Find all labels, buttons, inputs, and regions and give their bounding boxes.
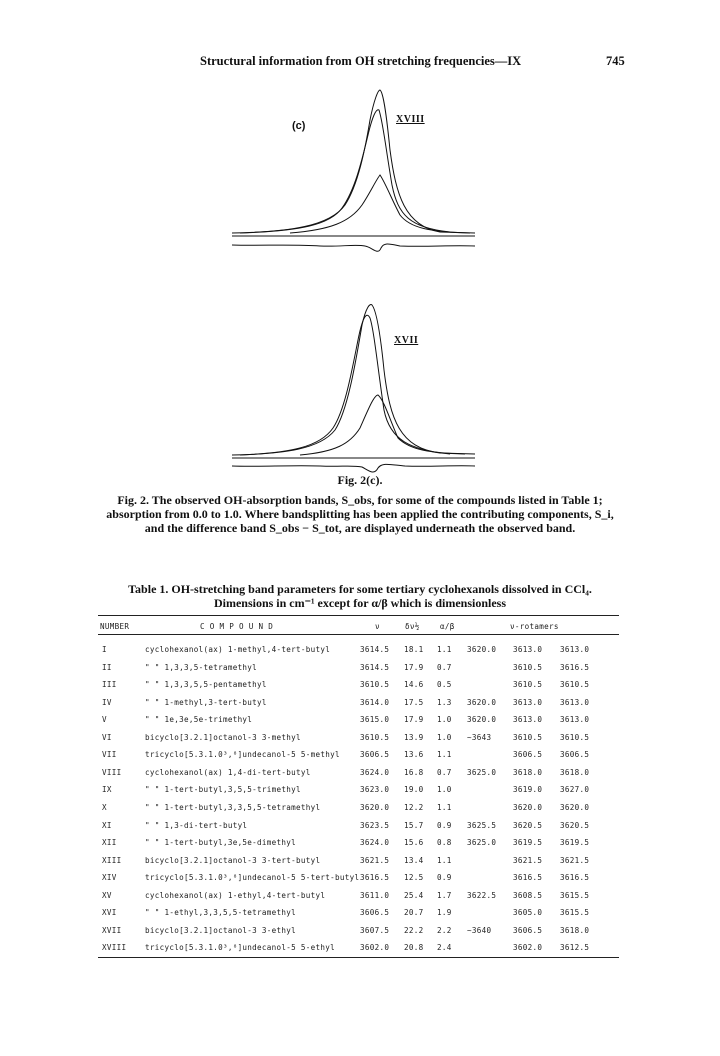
row-nu: 3615.0	[360, 715, 390, 725]
compound-label-bottom: XVII	[394, 335, 419, 346]
table-bottom-rule	[98, 957, 619, 958]
component-band-bottom-1	[240, 315, 450, 455]
row-compound: bicyclo[3.2.1]octanol-3 3-methyl	[145, 732, 301, 742]
row-rotamer-3: 3616.5	[560, 662, 590, 672]
row-rotamer-2: 3613.0	[513, 715, 543, 725]
row-halfwidth: 13.4	[404, 855, 424, 865]
row-compound: " " 1-tert-butyl,3,3,5,5-tetramethyl	[145, 802, 321, 812]
row-rotamer-2: 3613.0	[513, 645, 543, 654]
row-halfwidth: 22.2	[404, 925, 424, 935]
row-number: II	[102, 662, 112, 672]
row-rotamer-3: 3606.5	[560, 750, 590, 760]
row-number: III	[102, 680, 117, 690]
row-alpha-beta: 0.9	[437, 873, 452, 883]
col-header-nu: ν	[375, 622, 380, 631]
row-number: XIV	[102, 873, 117, 883]
spectrum-panel-bottom	[232, 305, 475, 472]
row-alpha-beta: 1.0	[437, 732, 452, 742]
row-alpha-beta: 1.7	[437, 890, 452, 900]
row-halfwidth: 20.7	[404, 908, 424, 918]
row-halfwidth: 17.9	[404, 715, 424, 725]
row-compound: " " 1-tert-butyl,3,5,5-trimethyl	[145, 785, 301, 795]
row-rotamer-3: 3610.5	[560, 732, 590, 742]
col-header-alpha-beta: α/β	[440, 622, 455, 631]
row-rotamer-3: 3616.5	[560, 873, 590, 883]
row-halfwidth: 17.5	[404, 697, 424, 707]
row-halfwidth: 14.6	[404, 680, 424, 690]
row-rotamer-3: 3613.0	[560, 645, 590, 654]
row-halfwidth: 13.6	[404, 750, 424, 760]
row-nu: 3606.5	[360, 750, 390, 760]
row-halfwidth: 15.7	[404, 820, 424, 830]
row-alpha-beta: 1.1	[437, 855, 452, 865]
row-halfwidth: 20.8	[404, 943, 424, 953]
figure-caption: Fig. 2. The observed OH-absorption bands, S_obs, for some of the compounds listed in Table 1; absorption from 0.0 to 1.0. Where bandsplitting has been applied the contributing components, S_i, and the difference band S_obs − S_tot, are displayed underneath the observed band.	[106, 493, 614, 535]
row-number: V	[102, 715, 107, 725]
row-compound: bicyclo[3.2.1]octanol-3 3-ethyl	[145, 925, 297, 935]
component-band-top-1	[240, 110, 450, 233]
row-rotamer-2: 3619.0	[513, 785, 543, 795]
row-rotamer-3: 3612.5	[560, 943, 590, 953]
row-nu: 3620.0	[360, 802, 390, 812]
row-rotamer-2: 3616.5	[513, 873, 543, 883]
row-compound: " " 1,3,3,5-tetramethyl	[145, 662, 258, 672]
row-alpha-beta: 0.7	[437, 662, 452, 672]
row-alpha-beta: 0.5	[437, 680, 452, 690]
row-number: I	[102, 645, 107, 654]
row-alpha-beta: 1.1	[437, 750, 452, 760]
row-rotamer-2: 3621.5	[513, 855, 543, 865]
row-alpha-beta: 2.4	[437, 943, 452, 953]
row-nu: 3616.5	[360, 873, 390, 883]
row-alpha-beta: 0.9	[437, 820, 452, 830]
row-nu: 3610.5	[360, 732, 390, 742]
row-number: XVI	[102, 908, 117, 918]
row-rotamer-3: 3615.5	[560, 890, 590, 900]
row-halfwidth: 19.0	[404, 785, 424, 795]
row-compound: " " 1-tert-butyl,3e,5e-dimethyl	[145, 838, 297, 848]
row-rotamer-2: 3618.0	[513, 767, 543, 777]
row-alpha-beta: 1.0	[437, 785, 452, 795]
row-rotamer-3: 3618.0	[560, 767, 590, 777]
row-rotamer-2: 3606.5	[513, 925, 543, 935]
difference-band-bottom	[232, 464, 475, 472]
observed-band-bottom	[232, 305, 475, 455]
row-compound: cyclohexanol(ax) 1,4-di-tert-butyl	[145, 767, 311, 777]
row-compound: bicyclo[3.2.1]octanol-3 3-tert-butyl	[145, 855, 321, 865]
row-number: IX	[102, 785, 112, 795]
row-alpha-beta: 1.9	[437, 908, 452, 918]
row-rotamer-2: 3602.0	[513, 943, 543, 953]
row-compound: " " 1-ethyl,3,3,5,5-tetramethyl	[145, 908, 297, 918]
component-band-bottom-2	[300, 395, 465, 455]
row-nu: 3614.5	[360, 645, 390, 654]
row-alpha-beta: 2.2	[437, 925, 452, 935]
observed-band-top	[232, 90, 475, 233]
row-number: XVIII	[102, 943, 127, 953]
row-rotamer-2: 3606.5	[513, 750, 543, 760]
row-halfwidth: 13.9	[404, 732, 424, 742]
row-compound: " " 1,3-di-tert-butyl	[145, 820, 248, 830]
row-rotamer-3: 3613.0	[560, 715, 590, 725]
row-halfwidth: 15.6	[404, 838, 424, 848]
row-nu: 3614.5	[360, 662, 390, 672]
table-title: Table 1. OH-stretching band parameters for some tertiary cyclohexanols dissolved in CCl₄. Dimensions in cm⁻¹ except for α/β which is dimensionless	[128, 582, 592, 610]
row-nu: 3624.0	[360, 767, 390, 777]
row-rotamer-1: 3625.0	[467, 767, 497, 777]
row-alpha-beta: 0.7	[437, 767, 452, 777]
row-rotamer-1: ~3640	[467, 925, 492, 935]
compound-label-top: XVIII	[396, 114, 425, 125]
row-compound: tricyclo[5.3.1.0³,⁸]undecanol-5 5-methyl	[145, 750, 340, 760]
row-rotamer-2: 3610.5	[513, 662, 543, 672]
figure-label: Fig. 2(c).	[337, 473, 383, 487]
page-number: 745	[606, 54, 625, 68]
row-rotamer-1: 3625.0	[467, 838, 497, 848]
spectra-figure	[0, 0, 720, 480]
col-header-rotamers: ν-rotamers	[510, 622, 559, 631]
row-rotamer-2: 3613.0	[513, 697, 543, 707]
row-number: IV	[102, 697, 112, 707]
row-number: XI	[102, 820, 112, 830]
table-header-rule	[98, 634, 619, 635]
row-nu: 3623.0	[360, 785, 390, 795]
difference-band-top	[232, 244, 475, 251]
row-number: X	[102, 802, 107, 812]
row-rotamer-3: 3610.5	[560, 680, 590, 690]
row-halfwidth: 12.5	[404, 873, 424, 883]
row-rotamer-3: 3621.5	[560, 855, 590, 865]
row-rotamer-3: 3613.0	[560, 697, 590, 707]
row-halfwidth: 16.8	[404, 767, 424, 777]
col-header-halfwidth: δν½	[405, 622, 420, 631]
row-rotamer-2: 3620.5	[513, 820, 543, 830]
row-compound: cyclohexanol(ax) 1-methyl,4-tert-butyl	[145, 645, 331, 654]
spectrum-panel-top	[232, 90, 475, 251]
row-rotamer-1: 3625.5	[467, 820, 497, 830]
row-rotamer-3: 3620.0	[560, 802, 590, 812]
row-rotamer-2: 3610.5	[513, 680, 543, 690]
row-nu: 3610.5	[360, 680, 390, 690]
row-number: VI	[102, 732, 112, 742]
row-halfwidth: 18.1	[404, 645, 424, 654]
row-alpha-beta: 1.3	[437, 697, 452, 707]
row-rotamer-2: 3605.0	[513, 908, 543, 918]
row-number: XII	[102, 838, 117, 848]
row-halfwidth: 12.2	[404, 802, 424, 812]
row-number: XV	[102, 890, 112, 900]
row-nu: 3606.5	[360, 908, 390, 918]
row-alpha-beta: 0.8	[437, 838, 452, 848]
row-nu: 3602.0	[360, 943, 390, 953]
row-rotamer-2: 3620.0	[513, 802, 543, 812]
row-nu: 3624.0	[360, 838, 390, 848]
row-rotamer-2: 3608.5	[513, 890, 543, 900]
row-rotamer-1: ~3643	[467, 732, 492, 742]
row-nu: 3621.5	[360, 855, 390, 865]
row-alpha-beta: 1.1	[437, 802, 452, 812]
row-compound: " " 1e,3e,5e-trimethyl	[145, 715, 253, 725]
row-halfwidth: 17.9	[404, 662, 424, 672]
row-alpha-beta: 1.0	[437, 715, 452, 725]
row-rotamer-3: 3627.0	[560, 785, 590, 795]
row-halfwidth: 25.4	[404, 890, 424, 900]
row-nu: 3623.5	[360, 820, 390, 830]
row-nu: 3607.5	[360, 925, 390, 935]
row-rotamer-3: 3620.5	[560, 820, 590, 830]
running-header-title: Structural information from OH stretching frequencies—IX	[200, 54, 522, 68]
row-rotamer-2: 3619.5	[513, 838, 543, 848]
row-nu: 3611.0	[360, 890, 390, 900]
row-compound: " " 1,3,3,5,5-pentamethyl	[145, 680, 267, 690]
row-nu: 3614.0	[360, 697, 390, 707]
row-rotamer-1: 3620.0	[467, 697, 497, 707]
row-number: VII	[102, 750, 117, 760]
row-alpha-beta: 1.1	[437, 645, 452, 654]
panel-label: (c)	[292, 120, 306, 132]
row-compound: tricyclo[5.3.1.0³,⁸]undecanol-5 5-ethyl	[145, 943, 336, 953]
row-rotamer-3: 3615.5	[560, 908, 590, 918]
row-rotamer-3: 3619.5	[560, 838, 590, 848]
row-rotamer-1: 3622.5	[467, 890, 497, 900]
row-compound: cyclohexanol(ax) 1-ethyl,4-tert-butyl	[145, 890, 326, 900]
row-compound: tricyclo[5.3.1.0³,⁸]undecanol-5 5-tert-butyl	[145, 873, 360, 883]
row-rotamer-1: 3620.0	[467, 645, 497, 654]
col-header-compound: C O M P O U N D	[200, 622, 274, 631]
col-header-number: NUMBER	[100, 622, 130, 631]
row-rotamer-3: 3618.0	[560, 925, 590, 935]
row-number: XVII	[102, 925, 122, 935]
table-top-rule	[98, 615, 619, 616]
row-rotamer-1: 3620.0	[467, 715, 497, 725]
row-rotamer-2: 3610.5	[513, 732, 543, 742]
row-number: VIII	[102, 767, 122, 777]
row-compound: " " 1-methyl,3-tert-butyl	[145, 697, 267, 707]
row-number: XIII	[102, 855, 122, 865]
